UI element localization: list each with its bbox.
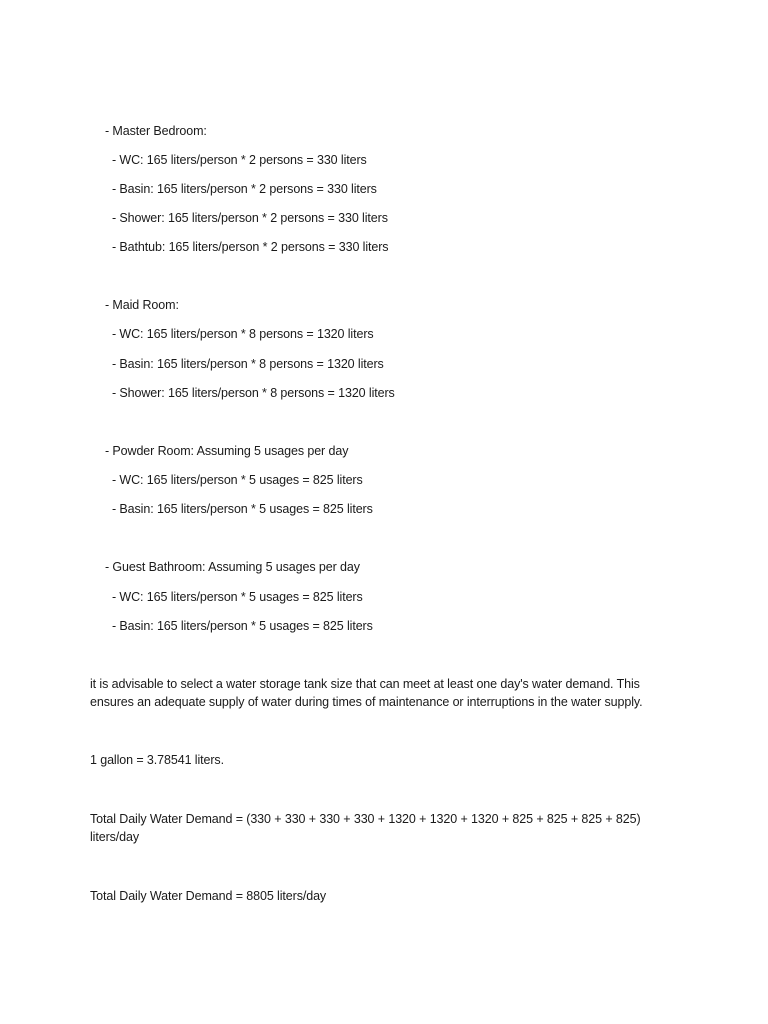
room-heading-powder-room: - Powder Room: Assuming 5 usages per day xyxy=(105,444,349,458)
list-item: - Basin: 165 liters/person * 8 persons = 1320 liters xyxy=(112,357,384,371)
room-heading-maid-room: - Maid Room: xyxy=(105,298,179,312)
total-demand-formula: Total Daily Water Demand = (330 + 330 + 330 + 330 + 1320 + 1320 + 1320 + 825 + 825 + 825 + 825) liters/day xyxy=(90,812,641,844)
advice-paragraph: it is advisable to select a water storage tank size that can meet at least one day's water demand. This ensures an adequate supply of water during times of maintenance or interruptions in the water supply. xyxy=(90,677,643,709)
list-item: - WC: 165 liters/person * 5 usages = 825 liters xyxy=(112,590,363,604)
list-item: - Shower: 165 liters/person * 8 persons = 1320 liters xyxy=(112,386,395,400)
list-item: - WC: 165 liters/person * 2 persons = 330 liters xyxy=(112,153,367,167)
list-item: - Bathtub: 165 liters/person * 2 persons = 330 liters xyxy=(112,240,389,254)
room-heading-guest-bathroom: - Guest Bathroom: Assuming 5 usages per day xyxy=(105,560,360,574)
list-item: - Basin: 165 liters/person * 2 persons = 330 liters xyxy=(112,182,377,196)
room-heading-master-bedroom: - Master Bedroom: xyxy=(105,124,207,138)
list-item: - WC: 165 liters/person * 8 persons = 1320 liters xyxy=(112,327,374,341)
list-item: - Shower: 165 liters/person * 2 persons = 330 liters xyxy=(112,211,388,225)
list-item: - Basin: 165 liters/person * 5 usages = 825 liters xyxy=(112,502,373,516)
list-item: - Basin: 165 liters/person * 5 usages = 825 liters xyxy=(112,619,373,633)
unit-conversion: 1 gallon = 3.78541 liters. xyxy=(90,753,224,767)
list-item: - WC: 165 liters/person * 5 usages = 825 liters xyxy=(112,473,363,487)
total-demand-result: Total Daily Water Demand = 8805 liters/day xyxy=(90,889,327,903)
